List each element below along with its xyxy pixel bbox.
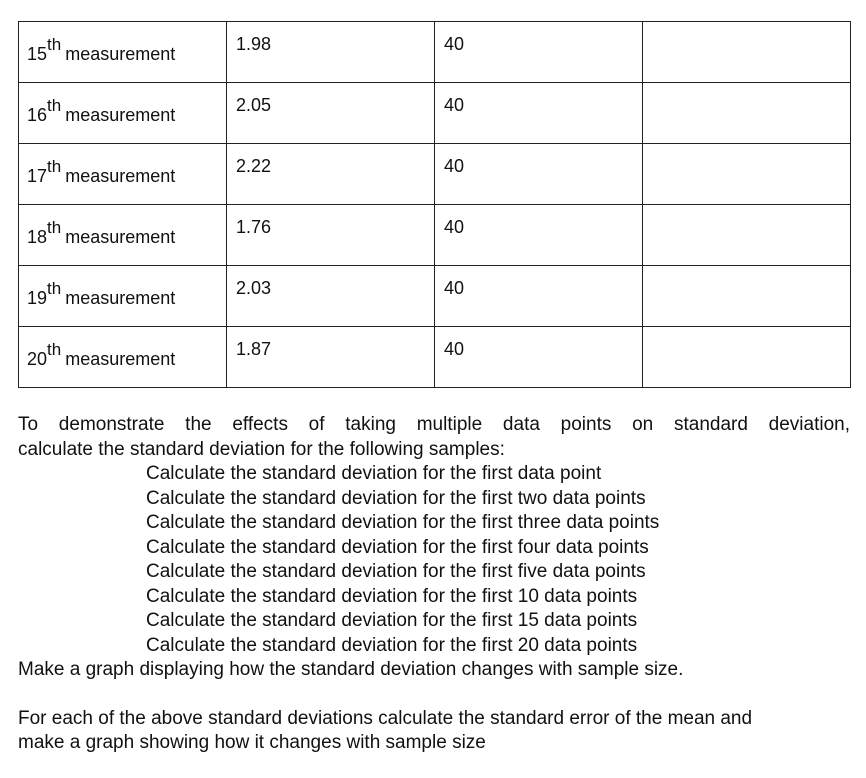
value-cell [227, 144, 435, 205]
ordinal-suffix: th [47, 218, 62, 237]
mass-cell [435, 83, 643, 144]
mass-value: 40 [444, 278, 465, 298]
value-cell [227, 83, 435, 144]
mass-value: 40 [444, 339, 465, 359]
value-cell [227, 205, 435, 266]
ordinal-suffix: th [47, 35, 62, 54]
mass-cell [435, 22, 643, 83]
list-item: Calculate the standard deviation for the first two data points [146, 487, 646, 509]
mass-value: 40 [444, 156, 465, 176]
sem-line-1: For each of the above standard deviations calculate the standard error of the mean and [18, 707, 753, 729]
mass-value: 40 [444, 217, 465, 237]
graph-instruction: Make a graph displaying how the standard deviation changes with sample size. [18, 659, 684, 680]
measurement-value: 1.76 [236, 217, 272, 237]
ordinal-number: 16 [27, 105, 48, 125]
empty-cell [643, 205, 851, 266]
measurement-label-cell [19, 22, 227, 83]
measurement-label-cell [19, 83, 227, 144]
value-cell [227, 22, 435, 83]
steps-list [18, 462, 850, 658]
measurement-word: measurement [65, 44, 176, 64]
list-item: Calculate the standard deviation for the first data point [146, 463, 602, 484]
ordinal-number: 18 [27, 227, 48, 247]
paragraph-gap [18, 683, 850, 707]
mass-value: 40 [444, 34, 465, 54]
list-item: Calculate the standard deviation for the first five data points [146, 561, 646, 582]
value-cell [227, 266, 435, 327]
sem-line-2: make a graph showing how it changes with sample size [18, 732, 486, 753]
measurement-word: measurement [65, 105, 176, 125]
table-row [19, 22, 851, 83]
empty-cell [643, 83, 851, 144]
measurement-label-cell [19, 327, 227, 388]
table-row [19, 144, 851, 205]
mass-cell [435, 266, 643, 327]
mass-cell [435, 144, 643, 205]
list-item: Calculate the standard deviation for the first 15 data points [146, 610, 638, 631]
measurement-value: 2.03 [236, 278, 272, 298]
empty-cell [643, 327, 851, 388]
value-cell [227, 327, 435, 388]
measurement-word: measurement [65, 349, 176, 369]
ordinal-suffix: th [47, 340, 62, 359]
measurement-value: 1.87 [236, 339, 272, 359]
list-item: Calculate the standard deviation for the first 20 data points [146, 634, 638, 656]
measurement-label-cell [19, 205, 227, 266]
measurement-word: measurement [65, 166, 176, 186]
measurement-value: 2.22 [236, 156, 272, 176]
list-item: Calculate the standard deviation for the first 10 data points [146, 585, 638, 607]
ordinal-suffix: th [47, 96, 62, 115]
ordinal-number: 17 [27, 166, 48, 186]
instructions-text [18, 413, 850, 756]
empty-cell [643, 22, 851, 83]
table-row [19, 327, 851, 388]
list-item: Calculate the standard deviation for the first four data points [146, 536, 649, 558]
table-row [19, 83, 851, 144]
intro-line-2: calculate the standard deviation for the following samples: [18, 438, 505, 460]
empty-cell [643, 266, 851, 327]
measurements-table [18, 21, 851, 388]
ordinal-suffix: th [47, 279, 62, 298]
measurement-value: 1.98 [236, 34, 272, 54]
measurement-label-cell [19, 144, 227, 205]
table-row [19, 266, 851, 327]
measurement-label-cell [19, 266, 227, 327]
ordinal-number: 19 [27, 288, 48, 308]
intro-line-1: To demonstrate the effects of taking multiple data points on standard deviation, [18, 414, 850, 435]
measurement-value: 2.05 [236, 95, 272, 115]
table-row [19, 205, 851, 266]
ordinal-number: 15 [27, 44, 48, 64]
list-item: Calculate the standard deviation for the first three data points [146, 512, 660, 533]
empty-cell [643, 144, 851, 205]
measurement-word: measurement [65, 288, 176, 308]
measurement-word: measurement [65, 227, 176, 247]
mass-cell [435, 327, 643, 388]
ordinal-suffix: th [47, 157, 62, 176]
ordinal-number: 20 [27, 349, 48, 369]
mass-value: 40 [444, 95, 465, 115]
mass-cell [435, 205, 643, 266]
